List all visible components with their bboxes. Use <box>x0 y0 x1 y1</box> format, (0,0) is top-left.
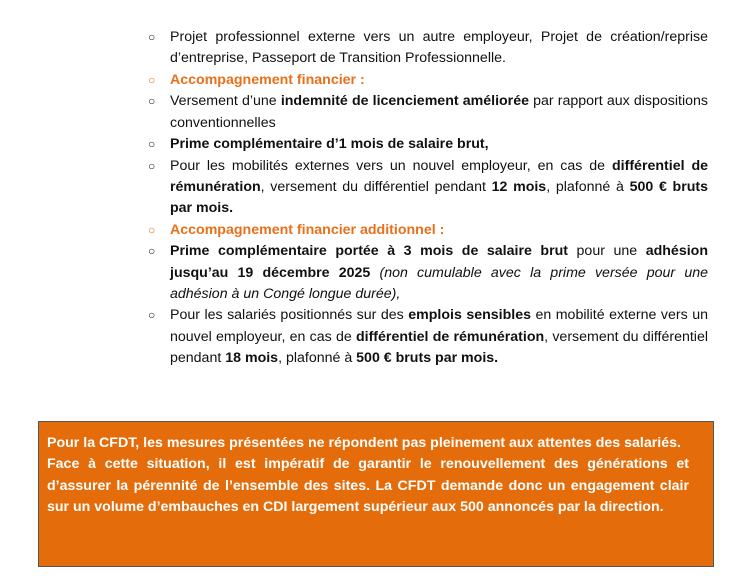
section-heading-financier-additionnel: ○ Accompagnement financier additionnel : <box>148 220 708 241</box>
circle-bullet-icon: ○ <box>148 222 156 237</box>
circle-bullet-icon: ○ <box>148 94 156 109</box>
list-item: ○ Prime complémentaire d’1 mois de salaire brut, <box>148 134 708 155</box>
cfdt-statement-para1: Pour la CFDT, les mesures présentées ne répondent pas pleinement aux attentes des salariés. <box>47 435 681 451</box>
list-item: ○ Prime complémentaire portée à 3 mois de salaire brut pour une adhésion jusqu’au 19 décembre 2025 (non cumulable avec la prime versée pour une adhésion à un Congé longue durée), <box>148 243 708 303</box>
list-item: ○ Pour les salariés positionnés sur des emplois sensibles en mobilité externe vers un nouvel employeur, en cas de différentiel de rémunération, versement du différentiel pendant 18 mois, plafonné à 500 € bruts par mois. <box>148 307 709 367</box>
cfdt-statement-box <box>38 421 714 567</box>
measures-list <box>148 27 708 370</box>
section-heading-financier: ○ Accompagnement financier : <box>148 70 708 91</box>
cfdt-statement-para2: Face à cette situation, il est impératif de garantir le renouvellement des générations et d’assurer la pérennité de l’ensemble des sites. La CFDT demande donc un engagement clair sur un volume d’embauches en CDI largement supérieur aux 500 annoncés par la direction. <box>47 456 689 516</box>
list-item: ○ Pour les mobilités externes vers un nouvel employeur, en cas de différentiel de rémunération, versement du différentiel pendant 12 mois, plafonné à 500 € bruts par mois. <box>148 157 709 217</box>
circle-bullet-icon: ○ <box>148 137 156 152</box>
list-item: ○ Versement d’une indemnité de licenciement améliorée par rapport aux dispositions conventionnelles <box>148 93 708 131</box>
circle-bullet-icon: ○ <box>148 30 156 44</box>
list-item: ○ Projet professionnel externe vers un autre employeur, Projet de création/reprise d’entreprise, Passeport de Transition Professionnelle. <box>148 29 708 67</box>
circle-bullet-icon: ○ <box>148 244 156 259</box>
circle-bullet-icon: ○ <box>148 308 156 323</box>
circle-bullet-icon: ○ <box>148 73 156 87</box>
circle-bullet-icon: ○ <box>148 158 156 173</box>
